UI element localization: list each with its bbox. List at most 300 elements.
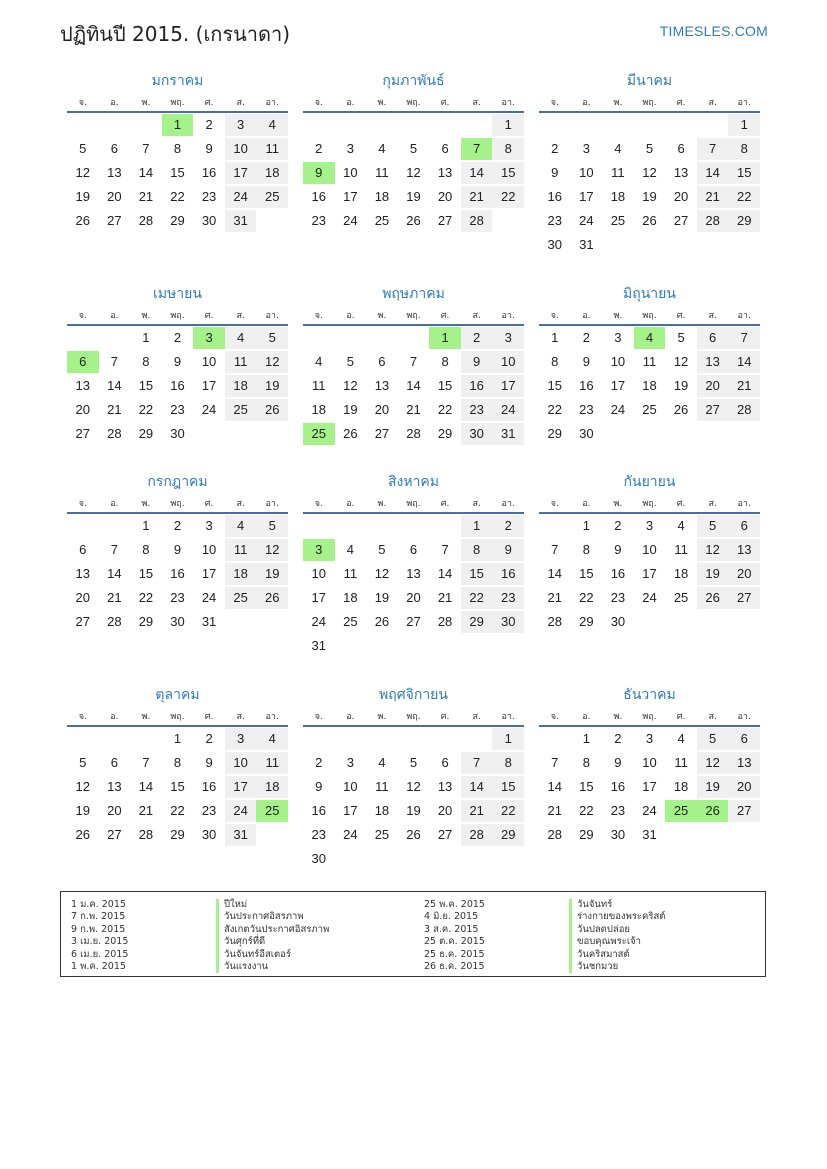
legend-date: 4 มิ.ย. 2015 bbox=[424, 911, 479, 923]
empty-cell bbox=[335, 728, 367, 752]
day-cell: 7 bbox=[110, 542, 118, 557]
day-cell: 11 bbox=[225, 351, 257, 373]
month-name: ธันวาคม bbox=[623, 687, 676, 703]
day-cell: 12 bbox=[697, 752, 729, 774]
day-cell: 19 bbox=[673, 378, 689, 393]
month-name: มีนาคม bbox=[626, 73, 673, 89]
weekday-label: จ. bbox=[550, 98, 559, 108]
legend-dates-col-2 bbox=[424, 899, 485, 973]
day-cell: 25 bbox=[225, 399, 257, 421]
day-cell: 13 bbox=[437, 779, 453, 794]
weekday-header bbox=[303, 95, 524, 113]
day-cell: 25 bbox=[256, 186, 288, 208]
empty-cell bbox=[539, 515, 571, 539]
weekday-label: พ. bbox=[141, 712, 151, 722]
month-block bbox=[303, 70, 524, 234]
legend-holiday-name: ร่างกายของพระคริสต์ bbox=[569, 911, 665, 923]
day-cell: 10 bbox=[642, 755, 657, 770]
empty-cell bbox=[366, 327, 398, 351]
day-cell: 20 bbox=[673, 189, 689, 204]
day-cell: 24 bbox=[492, 399, 524, 421]
day-cell: 2 bbox=[205, 117, 213, 132]
day-cell: 6 bbox=[677, 141, 685, 156]
weekday-label: พ. bbox=[141, 499, 151, 509]
day-cell: 23 bbox=[492, 587, 524, 609]
weekday-label: อ. bbox=[110, 712, 119, 722]
day-cell: 21 bbox=[461, 800, 493, 822]
day-cell: 16 bbox=[492, 563, 524, 585]
day-cell: 3 bbox=[225, 728, 257, 750]
day-cell: 8 bbox=[492, 752, 524, 774]
day-cell: 26 bbox=[256, 587, 288, 609]
day-cell: 16 bbox=[610, 566, 626, 581]
empty-cell bbox=[130, 114, 162, 138]
day-cell: 18 bbox=[610, 189, 626, 204]
day-cell: 3 bbox=[582, 141, 590, 156]
day-cell: 22 bbox=[728, 186, 760, 208]
day-cell: 23 bbox=[311, 213, 327, 228]
weekday-header bbox=[539, 496, 760, 514]
day-cell: 16 bbox=[461, 375, 493, 397]
holiday-legend bbox=[60, 891, 766, 977]
day-cell: 28 bbox=[406, 426, 421, 441]
day-cell: 21 bbox=[406, 402, 421, 417]
month-block bbox=[67, 684, 288, 848]
day-cell: 9 bbox=[205, 755, 213, 770]
day-cell: 18 bbox=[673, 779, 689, 794]
day-grid bbox=[67, 728, 288, 848]
day-cell: 28 bbox=[138, 213, 154, 228]
day-cell: 17 bbox=[201, 378, 217, 393]
day-cell: 21 bbox=[437, 590, 453, 605]
day-cell: 13 bbox=[406, 566, 421, 581]
day-cell: 30 bbox=[201, 827, 217, 842]
day-cell: 17 bbox=[201, 566, 217, 581]
day-cell: 5 bbox=[346, 354, 354, 369]
day-cell: 24 bbox=[642, 803, 657, 818]
day-cell: 6 bbox=[110, 755, 118, 770]
weekday-label: ส. bbox=[236, 311, 245, 321]
day-cell: 7 bbox=[142, 141, 150, 156]
day-grid bbox=[539, 728, 760, 848]
day-cell: 18 bbox=[225, 375, 257, 397]
day-cell: 1 bbox=[582, 731, 590, 746]
day-cell: 25 bbox=[610, 213, 626, 228]
day-cell: 28 bbox=[461, 824, 493, 846]
day-cell: 6 bbox=[728, 728, 760, 750]
empty-cell bbox=[335, 515, 367, 539]
day-cell: 4 bbox=[256, 728, 288, 750]
day-cell: 21 bbox=[107, 402, 122, 417]
day-cell: 16 bbox=[311, 189, 327, 204]
weekday-label: พ. bbox=[377, 712, 387, 722]
month-block bbox=[539, 471, 760, 635]
day-cell: 25 bbox=[642, 402, 657, 417]
day-cell: 5 bbox=[79, 755, 87, 770]
weekday-label: พฤ. bbox=[406, 98, 421, 108]
day-cell: 13 bbox=[75, 378, 91, 393]
day-cell: 20 bbox=[728, 776, 760, 798]
day-cell: 26 bbox=[75, 213, 91, 228]
weekday-label: ส. bbox=[472, 311, 481, 321]
day-cell: 13 bbox=[437, 165, 453, 180]
day-cell: 12 bbox=[256, 539, 288, 561]
weekday-label: อ. bbox=[582, 499, 591, 509]
day-cell: 21 bbox=[461, 186, 493, 208]
day-cell: 13 bbox=[728, 752, 760, 774]
weekday-label: อา. bbox=[501, 311, 515, 321]
day-cell: 1 bbox=[492, 114, 524, 136]
empty-cell bbox=[602, 114, 634, 138]
legend-date: 9 ก.พ. 2015 bbox=[71, 923, 126, 935]
empty-cell bbox=[366, 114, 398, 138]
day-cell: 11 bbox=[225, 539, 257, 561]
day-cell: 20 bbox=[75, 590, 91, 605]
weekday-label: จ. bbox=[78, 712, 87, 722]
day-cell: 13 bbox=[107, 165, 122, 180]
month-name: ตุลาคม bbox=[155, 687, 200, 703]
day-cell: 31 bbox=[225, 210, 257, 232]
day-cell: 13 bbox=[107, 779, 122, 794]
day-cell: 14 bbox=[138, 779, 154, 794]
day-cell: 17 bbox=[642, 566, 657, 581]
day-cell: 13 bbox=[75, 566, 91, 581]
weekday-label: อา. bbox=[265, 499, 279, 509]
empty-cell bbox=[99, 728, 131, 752]
day-cell: 26 bbox=[642, 213, 657, 228]
weekday-label: อา. bbox=[265, 712, 279, 722]
day-cell: 23 bbox=[547, 213, 563, 228]
empty-cell bbox=[303, 515, 335, 539]
day-cell: 19 bbox=[697, 563, 729, 585]
empty-cell bbox=[697, 114, 729, 138]
day-cell: 30 bbox=[311, 851, 327, 866]
legend-date: 25 พ.ค. 2015 bbox=[424, 899, 485, 910]
weekday-label: ส. bbox=[472, 98, 481, 108]
day-cell: 10 bbox=[343, 779, 358, 794]
day-cell: 10 bbox=[201, 542, 217, 557]
weekday-label: ศ. bbox=[440, 311, 450, 321]
weekday-label: ส. bbox=[708, 712, 717, 722]
day-cell: 31 bbox=[579, 237, 594, 252]
day-cell: 4 bbox=[225, 327, 257, 349]
day-cell: 21 bbox=[138, 803, 154, 818]
day-cell: 7 bbox=[409, 354, 418, 369]
day-cell: 21 bbox=[138, 189, 154, 204]
day-cell: 22 bbox=[170, 189, 185, 204]
month-block bbox=[303, 471, 524, 659]
month-block bbox=[67, 70, 288, 234]
day-cell: 28 bbox=[547, 827, 563, 842]
month-block bbox=[67, 283, 288, 447]
month-name: มกราคม bbox=[151, 73, 204, 89]
day-cell: 4 bbox=[346, 542, 354, 557]
day-cell: 15 bbox=[138, 378, 154, 393]
day-cell: 5 bbox=[409, 755, 418, 770]
day-cell: 30 bbox=[170, 426, 185, 441]
day-cell: 15 bbox=[579, 779, 594, 794]
day-cell: 2 bbox=[315, 755, 323, 770]
month-name: กันยายน bbox=[623, 474, 676, 490]
holiday-day-cell: 3 bbox=[303, 539, 335, 561]
weekday-label: อา. bbox=[737, 98, 751, 108]
empty-cell bbox=[130, 728, 162, 752]
day-cell: 18 bbox=[311, 402, 327, 417]
day-cell: 1 bbox=[142, 330, 150, 345]
empty-cell bbox=[665, 114, 697, 138]
legend-holiday-name: วันแรงงาน bbox=[216, 961, 329, 973]
day-cell: 2 bbox=[614, 731, 622, 746]
day-cell: 9 bbox=[205, 141, 213, 156]
empty-cell bbox=[461, 114, 493, 138]
weekday-header bbox=[67, 95, 288, 113]
empty-cell bbox=[99, 327, 131, 351]
month-block bbox=[67, 471, 288, 635]
legend-holiday-name: วันจันทร์ bbox=[569, 899, 665, 911]
day-cell: 7 bbox=[728, 327, 760, 349]
day-cell: 14 bbox=[138, 165, 154, 180]
weekday-label: พฤ. bbox=[170, 712, 185, 722]
day-cell: 30 bbox=[492, 611, 524, 633]
day-cell: 28 bbox=[107, 426, 122, 441]
day-cell: 10 bbox=[225, 138, 257, 160]
day-cell: 7 bbox=[551, 755, 559, 770]
day-cell: 24 bbox=[311, 614, 327, 629]
empty-cell bbox=[429, 114, 461, 138]
day-cell: 9 bbox=[582, 354, 590, 369]
weekday-label: พ. bbox=[377, 311, 387, 321]
day-cell: 12 bbox=[343, 378, 358, 393]
day-cell: 30 bbox=[579, 426, 594, 441]
weekday-header bbox=[539, 308, 760, 326]
day-cell: 9 bbox=[614, 755, 622, 770]
day-cell: 31 bbox=[201, 614, 217, 629]
day-cell: 7 bbox=[110, 354, 118, 369]
weekday-header bbox=[67, 709, 288, 727]
day-cell: 4 bbox=[378, 141, 386, 156]
day-cell: 14 bbox=[107, 378, 122, 393]
day-cell: 25 bbox=[673, 590, 689, 605]
day-cell: 14 bbox=[547, 566, 563, 581]
day-cell: 15 bbox=[138, 566, 154, 581]
day-cell: 9 bbox=[492, 539, 524, 561]
legend-names-col-1 bbox=[216, 899, 329, 973]
weekday-label: พ. bbox=[377, 499, 387, 509]
day-cell: 5 bbox=[378, 542, 386, 557]
day-cell: 22 bbox=[547, 402, 563, 417]
day-cell: 28 bbox=[728, 399, 760, 421]
weekday-label: อา. bbox=[501, 499, 515, 509]
day-cell: 28 bbox=[437, 614, 453, 629]
day-cell: 18 bbox=[374, 803, 390, 818]
day-cell: 14 bbox=[461, 162, 493, 184]
day-cell: 12 bbox=[75, 165, 91, 180]
weekday-label: พฤ. bbox=[406, 311, 421, 321]
month-block bbox=[303, 283, 524, 447]
day-cell: 29 bbox=[579, 614, 594, 629]
day-cell: 23 bbox=[610, 590, 626, 605]
month-block bbox=[539, 283, 760, 447]
day-cell: 30 bbox=[461, 423, 493, 445]
holiday-day-cell: 6 bbox=[67, 351, 99, 373]
day-cell: 12 bbox=[673, 354, 689, 369]
day-cell: 17 bbox=[343, 803, 358, 818]
page-title: ปฏิทินปี 2015. (เกรนาดา) bbox=[60, 22, 291, 46]
empty-cell bbox=[335, 114, 367, 138]
legend-holiday-name: วันชกมวย bbox=[569, 961, 665, 973]
day-cell: 4 bbox=[677, 518, 685, 533]
day-cell: 22 bbox=[138, 590, 154, 605]
day-cell: 17 bbox=[579, 189, 594, 204]
day-cell: 18 bbox=[343, 590, 358, 605]
day-cell: 11 bbox=[256, 138, 288, 160]
holiday-day-cell: 1 bbox=[162, 114, 194, 136]
day-cell: 20 bbox=[374, 402, 390, 417]
day-cell: 23 bbox=[201, 803, 217, 818]
legend-holiday-name: วันคริสมาสต์ bbox=[569, 949, 665, 961]
legend-names-col-2 bbox=[569, 899, 665, 973]
day-cell: 5 bbox=[79, 141, 87, 156]
legend-date: 1 ม.ค. 2015 bbox=[71, 899, 126, 910]
empty-cell bbox=[366, 515, 398, 539]
weekday-label: จ. bbox=[550, 712, 559, 722]
day-cell: 6 bbox=[728, 515, 760, 537]
weekday-label: พฤ. bbox=[406, 712, 421, 722]
weekday-label: อ. bbox=[582, 98, 591, 108]
day-cell: 7 bbox=[461, 752, 493, 774]
day-cell: 4 bbox=[225, 515, 257, 537]
day-cell: 6 bbox=[378, 354, 386, 369]
day-cell: 2 bbox=[614, 518, 622, 533]
day-cell: 4 bbox=[677, 731, 685, 746]
day-cell: 20 bbox=[406, 590, 421, 605]
weekday-label: พฤ. bbox=[170, 311, 185, 321]
day-cell: 21 bbox=[547, 803, 563, 818]
day-cell: 11 bbox=[674, 542, 688, 557]
day-cell: 29 bbox=[170, 827, 185, 842]
weekday-label: จ. bbox=[314, 98, 323, 108]
day-cell: 2 bbox=[205, 731, 213, 746]
empty-cell bbox=[303, 728, 335, 752]
day-cell: 26 bbox=[75, 827, 91, 842]
day-cell: 17 bbox=[225, 162, 257, 184]
weekday-label: ศ. bbox=[204, 499, 214, 509]
weekday-label: จ. bbox=[78, 311, 87, 321]
day-cell: 17 bbox=[642, 779, 657, 794]
day-cell: 6 bbox=[79, 542, 87, 557]
day-cell: 26 bbox=[406, 213, 421, 228]
day-cell: 4 bbox=[614, 141, 622, 156]
day-cell: 25 bbox=[374, 213, 390, 228]
brand-link[interactable]: TIMESLES.COM bbox=[659, 23, 768, 39]
day-cell: 2 bbox=[582, 330, 590, 345]
day-cell: 2 bbox=[173, 330, 182, 345]
day-cell: 24 bbox=[579, 213, 594, 228]
day-cell: 10 bbox=[492, 351, 524, 373]
day-cell: 12 bbox=[374, 566, 390, 581]
day-cell: 3 bbox=[346, 755, 354, 770]
day-cell: 1 bbox=[728, 114, 760, 136]
day-cell: 22 bbox=[492, 186, 524, 208]
day-cell: 21 bbox=[728, 375, 760, 397]
day-cell: 20 bbox=[75, 402, 91, 417]
weekday-label: พ. bbox=[613, 499, 623, 509]
day-cell: 24 bbox=[201, 402, 217, 417]
empty-cell bbox=[67, 114, 99, 138]
day-cell: 8 bbox=[492, 138, 524, 160]
day-cell: 31 bbox=[642, 827, 657, 842]
day-cell: 5 bbox=[645, 141, 654, 156]
weekday-header bbox=[303, 709, 524, 727]
legend-holiday-name: สังเกตวันประกาศอิสรภาพ bbox=[216, 924, 329, 936]
empty-cell bbox=[99, 114, 131, 138]
day-cell: 21 bbox=[697, 186, 729, 208]
day-cell: 29 bbox=[437, 426, 453, 441]
weekday-label: พฤ. bbox=[170, 499, 185, 509]
day-cell: 10 bbox=[343, 165, 358, 180]
empty-cell bbox=[67, 327, 99, 351]
day-cell: 18 bbox=[374, 189, 390, 204]
empty-cell bbox=[398, 728, 430, 752]
day-cell: 10 bbox=[610, 354, 626, 369]
day-cell: 22 bbox=[579, 590, 594, 605]
day-cell: 23 bbox=[201, 189, 217, 204]
day-cell: 24 bbox=[201, 590, 217, 605]
day-cell: 16 bbox=[170, 566, 185, 581]
empty-cell bbox=[67, 515, 99, 539]
day-cell: 11 bbox=[343, 566, 358, 581]
day-cell: 5 bbox=[256, 515, 288, 537]
day-cell: 20 bbox=[697, 375, 729, 397]
day-cell: 15 bbox=[728, 162, 760, 184]
weekday-label: อ. bbox=[346, 712, 355, 722]
day-cell: 12 bbox=[697, 539, 729, 561]
day-grid bbox=[303, 114, 524, 234]
day-cell: 16 bbox=[201, 165, 217, 180]
month-block bbox=[539, 684, 760, 848]
day-cell: 6 bbox=[409, 542, 418, 557]
legend-date: 3 เม.ย. 2015 bbox=[71, 936, 129, 948]
empty-cell bbox=[398, 114, 430, 138]
day-cell: 29 bbox=[728, 210, 760, 232]
day-cell: 19 bbox=[374, 590, 390, 605]
day-cell: 8 bbox=[461, 539, 493, 561]
day-cell: 1 bbox=[461, 515, 493, 537]
weekday-label: อ. bbox=[346, 98, 355, 108]
day-cell: 6 bbox=[441, 141, 449, 156]
day-cell: 7 bbox=[142, 755, 150, 770]
holiday-day-cell: 3 bbox=[193, 327, 225, 349]
month-block bbox=[303, 684, 524, 872]
day-cell: 25 bbox=[225, 587, 257, 609]
weekday-label: ส. bbox=[708, 311, 717, 321]
day-cell: 1 bbox=[142, 518, 150, 533]
month-name: เมษายน bbox=[153, 286, 202, 302]
day-cell: 8 bbox=[582, 755, 590, 770]
day-cell: 9 bbox=[315, 779, 323, 794]
weekday-label: พฤ. bbox=[642, 712, 657, 722]
day-cell: 29 bbox=[547, 426, 563, 441]
day-cell: 17 bbox=[225, 776, 257, 798]
day-cell: 4 bbox=[315, 354, 323, 369]
day-cell: 28 bbox=[697, 210, 729, 232]
day-cell: 24 bbox=[225, 800, 257, 822]
holiday-day-cell: 9 bbox=[303, 162, 335, 184]
day-cell: 4 bbox=[256, 114, 288, 136]
month-name: กุมภาพันธ์ bbox=[382, 73, 445, 89]
weekday-label: ศ. bbox=[676, 712, 686, 722]
day-cell: 15 bbox=[437, 378, 453, 393]
